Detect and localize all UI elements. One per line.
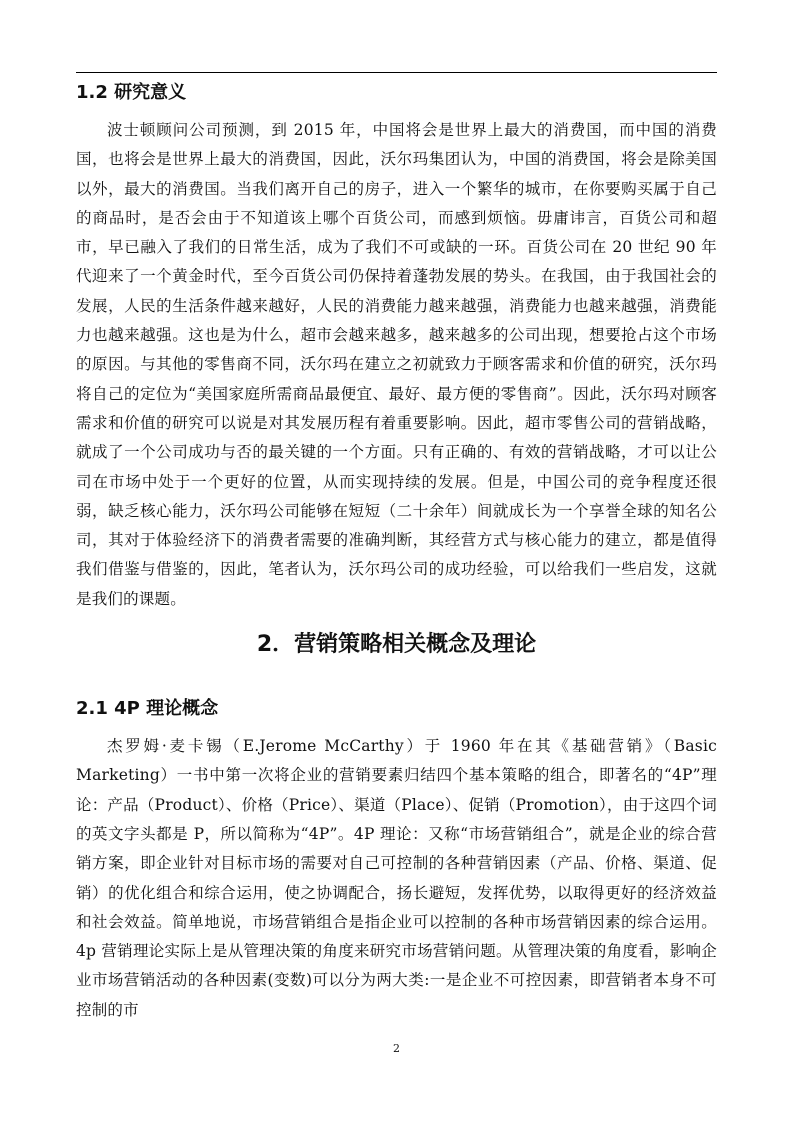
section-1-2-paragraph: 波士顿顾问公司预测，到 2015 年，中国将会是世界上最大的消费国，而中国的消费国，也将会是世界上最大的消费国，因此，沃尔玛集团认为，中国的消费国，将会是除美国以外，最大的消费国。当我们离开自己的房子，进入一个繁华的城市，在你要购买属于自己的商品时，是否会由于不知道该上哪个百货公司，而感到烦恼。毋庸讳言，百货公司和超市，早已融入了我们的日常生活，成为了我们不可或缺的一环。百货公司在 20 世纪 90 年代迎来了一个黄金时代，至今百货公司仍保持着蓬勃发展的势头。在我国，由于我国社会的发展，人民的生活条件越来越好，人民的消费能力越来越强，消费能力也越来越强，消费能力也越来越强。这也是为什么，超市会越来越多，越来越多的公司出现，想要抢占这个市场的原因。与其他的零售商不同，沃尔玛在建立之初就致力于顾客需求和价值的研究，沃尔玛将自己的定位为“美国家庭所需商品最便宜、最好、最方便的零售商”。因此，沃尔玛对顾客需求和价值的研究可以说是对其发展历程有着重要影响。因此，超市零售公司的营销战略，就成了一个公司成功与否的最关键的一个方面。只有正确的、有效的营销战略，才可以让公司在市场中处于一个更好的位置，从而实现持续的发展。但是，中国公司的竞争程度还很弱，缺乏核心能力，沃尔玛公司能够在短短（二十余年）间就成长为一个享誉全球的知名公司，其对于体验经济下的消费者需要的准确判断，其经营方式与核心能力的建立，都是值得我们借鉴与借鉴的，因此，笔者认为，沃尔玛公司的成功经验，可以给我们一些启发，这就是我们的课题。 (76, 121, 717, 608)
page-content (76, 76, 717, 1025)
section-heading-2-1: 2.1 4P 理论概念 (76, 698, 219, 720)
chapter-heading-2: 2．营销策略相关概念及理论 (256, 632, 537, 658)
header-rule (76, 72, 717, 73)
page-number: 2 (393, 1042, 400, 1055)
section-2-1-paragraph: 杰罗姆·麦卡锡（E.Jerome McCarthy）于 1960 年在其《基础营销》（Basic Marketing）一书中第一次将企业的营销要素归结四个基本策略的组合，即著名的“4P”理论：产品（Product）、价格（Price）、渠道（Place）、促销（Promotion），由于这四个词的英文字头都是 P，所以简称为“4P”。4P 理论：又称“市场营销组合”，就是企业的综合营销方案，即企业针对目标市场的需要对自己可控制的各种营销因素（产品、价格、渠道、促销）的优化组合和综合运用，使之协调配合，扬长避短，发挥优势，以取得更好的经济效益和社会效益。简单地说，市场营销组合是指企业可以控制的各种市场营销因素的综合运用。4p 营销理论实际上是从管理决策的角度来研究市场营销问题。从管理决策的角度看，影响企业市场营销活动的各种因素(变数)可以分为两大类:一是企业不可控因素，即营销者本身不可控制的市 (76, 737, 717, 1019)
section-heading-1-2: 1.2 研究意义 (76, 82, 187, 103)
